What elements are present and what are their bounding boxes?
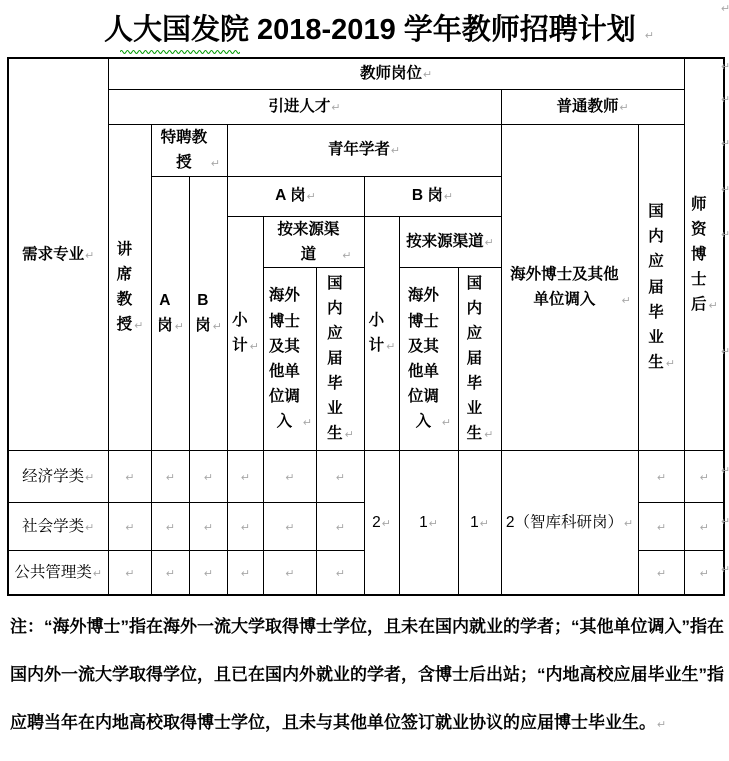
row-end-mark	[721, 563, 729, 576]
header-regular-domestic-grad: 国内应届毕业生 ↵	[638, 124, 684, 450]
empty-cell	[316, 502, 364, 550]
empty-cell	[108, 502, 151, 550]
empty-cell	[151, 502, 189, 550]
header-post-a-subtotal: 小计 ↵	[227, 216, 263, 450]
empty-cell	[151, 450, 189, 502]
empty-cell	[151, 550, 189, 595]
empty-cell	[227, 550, 263, 595]
row-end-mark	[721, 137, 729, 150]
empty-cell	[189, 502, 227, 550]
empty-cell	[684, 502, 724, 550]
empty-cell	[684, 550, 724, 595]
row-end-mark	[721, 60, 729, 73]
empty-cell	[227, 502, 263, 550]
empty-cell	[189, 450, 227, 502]
empty-cell	[638, 450, 684, 502]
footnote-line-2: 国内外一流大学取得学位，且已在国内外就业的学者，含博士后出站；“内地高校应届毕业生”指	[10, 665, 724, 684]
row-end-mark	[721, 515, 729, 528]
row-label-economics: 经济学类 ↵	[8, 450, 108, 502]
row-label-public-administration: 公共管理类 ↵	[8, 550, 108, 595]
empty-cell	[316, 550, 364, 595]
header-regular-overseas-phd: 海外博士及其他单位调入 ↵	[501, 124, 638, 450]
empty-cell	[263, 450, 316, 502]
empty-cell	[189, 550, 227, 595]
value-regular-overseas: 2（智库科研岗） ↵	[501, 450, 638, 595]
row-end-mark	[721, 228, 729, 241]
spellcheck-wavy-underline	[120, 48, 240, 54]
header-imported-talent: 引进人才 ↵	[108, 89, 501, 124]
header-young-scholar: 青年学者 ↵	[227, 124, 501, 176]
header-demand-major: 需求专业 ↵	[8, 58, 108, 450]
empty-cell	[684, 450, 724, 502]
value-young-b-overseas: 1 ↵	[399, 450, 458, 595]
footnote-line-1: 注：“海外博士”指在海外一流大学取得博士学位，且未在国内就业的学者；“其他单位调入”指在	[10, 617, 724, 636]
footnote	[10, 603, 724, 749]
header-young-post-a: A 岗 ↵	[227, 176, 364, 216]
header-young-post-b: B 岗 ↵	[364, 176, 501, 216]
footnote-line-3: 应聘当年在内地高校取得博士学位，且未与其他单位签订就业协议的应届博士毕业生。 ↵	[10, 699, 719, 749]
header-post-b-subtotal: 小计 ↵	[364, 216, 399, 450]
empty-cell	[263, 550, 316, 595]
empty-cell	[108, 550, 151, 595]
header-post-a-domestic-grad: 国内应届毕业生 ↵	[316, 267, 364, 450]
header-distinguished-post-b: B 岗 ↵	[189, 176, 227, 450]
header-teacher-post: 教师岗位 ↵	[108, 58, 684, 89]
value-young-b-subtotal: 2 ↵	[364, 450, 399, 595]
page-title-text: 人大国发院 2018-2019 学年教师招聘计划	[103, 14, 636, 46]
header-post-b-by-source: 按来源渠道 ↵	[399, 216, 501, 267]
row-end-mark	[721, 345, 729, 358]
empty-cell	[227, 450, 263, 502]
empty-cell	[638, 550, 684, 595]
header-faculty-postdoc: 师资博士后 ↵	[684, 58, 724, 450]
header-distinguished-professor: 特聘教授 ↵	[151, 124, 227, 176]
header-post-a-overseas-phd: 海外博士及其他单位调入 ↵	[263, 267, 316, 450]
row-end-mark	[721, 183, 729, 196]
row-end-mark	[721, 464, 729, 477]
empty-cell	[263, 502, 316, 550]
header-post-b-overseas-phd: 海外博士及其他单位调入 ↵	[399, 267, 458, 450]
header-regular-teacher: 普通教师 ↵	[501, 89, 684, 124]
empty-cell	[108, 450, 151, 502]
recruitment-plan-table	[7, 57, 725, 596]
header-post-b-domestic-grad: 国内应届毕业生 ↵	[458, 267, 501, 450]
row-end-mark	[721, 93, 729, 106]
empty-cell	[638, 502, 684, 550]
header-chair-professor: 讲席教授 ↵	[108, 124, 151, 450]
empty-cell	[316, 450, 364, 502]
row-label-sociology: 社会学类 ↵	[8, 502, 108, 550]
header-post-a-by-source: 按来源渠道 ↵	[263, 216, 364, 267]
header-distinguished-post-a: A 岗 ↵	[151, 176, 189, 450]
value-young-b-domestic: 1 ↵	[458, 450, 501, 595]
